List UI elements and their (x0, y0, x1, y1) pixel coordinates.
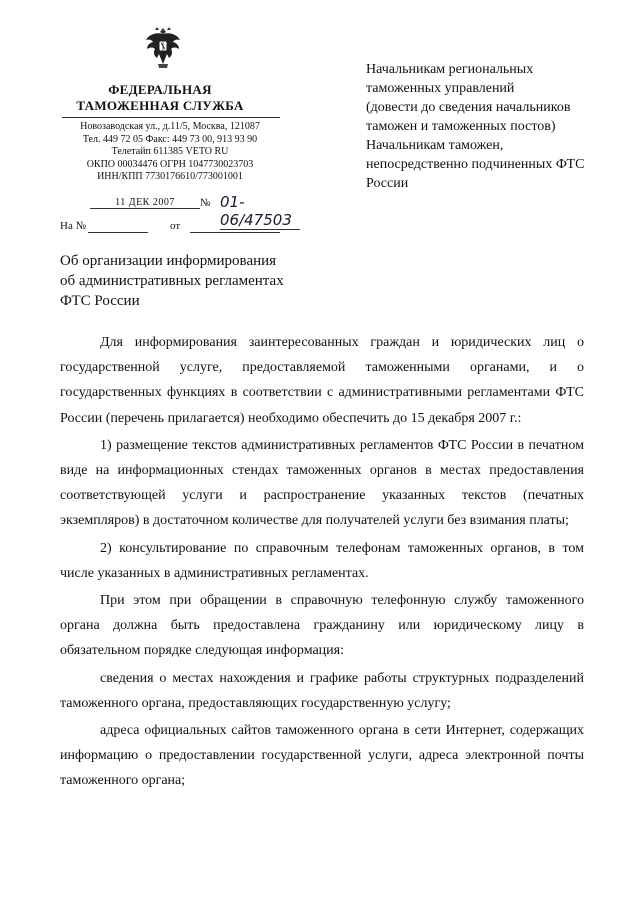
ref-date-blank (190, 232, 280, 233)
document-date: 11 ДЕК 2007 (90, 197, 200, 209)
subject-line: Об организации информирования (60, 253, 277, 269)
letter-subject (60, 251, 320, 311)
address-line: Новозаводская ул., д.11/5, Москва, 121087 (80, 121, 260, 132)
body-paragraph: 2) консультирование по справочным телефонам таможенных органов, в том числе указанных в административных регламентах. (60, 540, 584, 581)
addressee-line: Начальникам таможен, непосредственно подчиненных ФТС России (366, 138, 585, 191)
addressee-line: Начальникам региональных таможенных управлений (366, 62, 534, 96)
ref-number-label: На № (60, 220, 87, 232)
body-paragraph: адреса официальных сайтов таможенного органа в сети Интернет, содержащих информацию о предоставлении государственной услуги, адреса электронной почты таможенного органа; (60, 723, 584, 789)
reference-line (60, 220, 300, 236)
okpo-line: ОКПО 00034476 ОГРН 1047730023703 (86, 158, 254, 170)
agency-contacts (60, 121, 280, 184)
header-rule (62, 117, 280, 118)
body-paragraph: Для информирования заинтересованных граждан и юридических лиц о государственной услуге, предоставляемой таможенными органами, и о государственных функциях в соответствии с административными регламентами ФТС России (перечень прилагается) необходимо обеспечить до 15 декабря 2007 г.: (60, 335, 584, 426)
letter-body (60, 330, 584, 796)
agency-name (60, 82, 260, 114)
body-paragraph: 1) размещение текстов административных регламентов ФТС России в печатном виде на информационных стендах таможенных органов в местах предоставления соответствующей услуги и распространение указанных текстов (печатных экземпляров) в достаточном количестве для получателей услуги без взимания платы; (60, 437, 584, 529)
number-label: № (200, 197, 211, 209)
ref-number-blank (88, 232, 148, 233)
body-paragraph: сведения о местах нахождения и графике работы структурных подразделений таможенного органа, предоставляющих государственную услугу; (60, 670, 584, 711)
document-number: 01-06/47503 (220, 193, 300, 230)
body-paragraph: При этом при обращении в справочную телефонную службу таможенного органа должна быть предоставлена гражданину или юридическому лицу в обязательном порядке следующая информация: (60, 593, 584, 659)
teletype-line: Телетайп 611385 VETO RU (111, 146, 229, 157)
coat-of-arms-emblem-icon (143, 24, 183, 70)
phone-line: Тел. 449 72 05 Факс: 449 73 00, 913 93 90 (82, 133, 258, 145)
agency-name-line2: ТАМОЖЕННАЯ СЛУЖБА (76, 98, 244, 113)
addressee-note: (довести до сведения начальников таможен и таможенных постов) (366, 100, 571, 134)
agency-name-line1: ФЕДЕРАЛЬНАЯ (108, 82, 212, 97)
subject-line: об административных регламентах (60, 273, 284, 289)
addressee-block (366, 60, 586, 193)
inn-line: ИНН/КПП 7730176610/773001001 (97, 171, 243, 182)
ref-date-label: от (170, 220, 181, 232)
subject-line: ФТС России (60, 293, 140, 309)
